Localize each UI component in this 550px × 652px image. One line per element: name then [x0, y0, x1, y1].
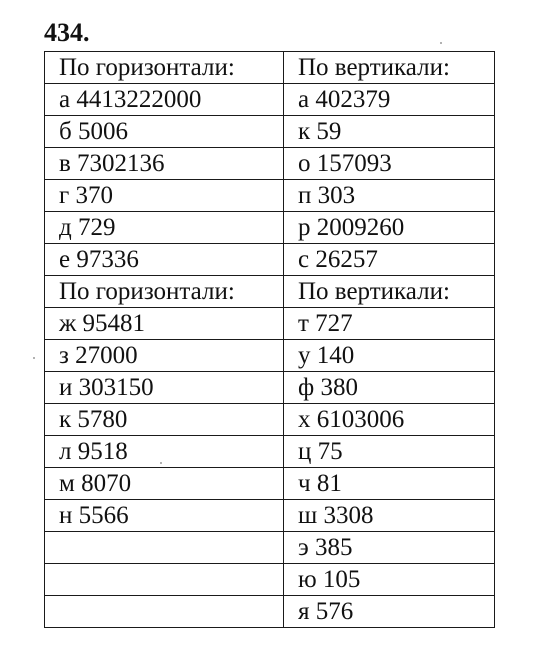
vertical-answer: х 6103006 — [284, 404, 495, 436]
horizontal-answer: л 9518 — [45, 436, 284, 468]
table-row — [45, 148, 495, 180]
header-horizontal: По горизонтали: — [45, 52, 284, 84]
vertical-answer: ч 81 — [284, 468, 495, 500]
table-row — [45, 596, 495, 628]
vertical-answer: ц 75 — [284, 436, 495, 468]
table-row — [45, 372, 495, 404]
table-row — [45, 468, 495, 500]
table-row — [45, 564, 495, 596]
vertical-answer: я 576 — [284, 596, 495, 628]
scan-speck — [160, 462, 162, 464]
vertical-answer: у 140 — [284, 340, 495, 372]
horizontal-answer: б 5006 — [45, 116, 284, 148]
horizontal-answer: к 5780 — [45, 404, 284, 436]
table-row — [45, 180, 495, 212]
empty-cell — [45, 596, 284, 628]
table-row — [45, 340, 495, 372]
horizontal-answer: е 97336 — [45, 244, 284, 276]
vertical-answer: р 2009260 — [284, 212, 495, 244]
header-vertical: По вертикали: — [284, 276, 495, 308]
table-row — [45, 308, 495, 340]
header-horizontal: По горизонтали: — [45, 276, 284, 308]
table-row — [45, 116, 495, 148]
vertical-answer: ф 380 — [284, 372, 495, 404]
vertical-answer: т 727 — [284, 308, 495, 340]
table-row — [45, 244, 495, 276]
vertical-answer: а 402379 — [284, 84, 495, 116]
vertical-answer: к 59 — [284, 116, 495, 148]
horizontal-answer: н 5566 — [45, 500, 284, 532]
vertical-answer: э 385 — [284, 532, 495, 564]
horizontal-answer: ж 95481 — [45, 308, 284, 340]
horizontal-answer: г 370 — [45, 180, 284, 212]
answers-table — [44, 51, 495, 628]
vertical-answer: п 303 — [284, 180, 495, 212]
vertical-answer: с 26257 — [284, 244, 495, 276]
table-row — [45, 532, 495, 564]
horizontal-answer: в 7302136 — [45, 148, 284, 180]
table-row — [45, 84, 495, 116]
table-row — [45, 404, 495, 436]
table-row — [45, 52, 495, 84]
table-row — [45, 276, 495, 308]
horizontal-answer: м 8070 — [45, 468, 284, 500]
horizontal-answer: д 729 — [45, 212, 284, 244]
header-vertical: По вертикали: — [284, 52, 495, 84]
horizontal-answer: и 303150 — [45, 372, 284, 404]
table-row — [45, 500, 495, 532]
horizontal-answer: з 27000 — [45, 340, 284, 372]
table-row — [45, 212, 495, 244]
horizontal-answer: а 4413222000 — [45, 84, 284, 116]
problem-number: 434. — [44, 18, 90, 47]
vertical-answer: о 157093 — [284, 148, 495, 180]
scan-speck — [440, 42, 442, 44]
table-row — [45, 436, 495, 468]
scan-speck — [33, 357, 35, 359]
vertical-answer: ш 3308 — [284, 500, 495, 532]
empty-cell — [45, 564, 284, 596]
vertical-answer: ю 105 — [284, 564, 495, 596]
empty-cell — [45, 532, 284, 564]
